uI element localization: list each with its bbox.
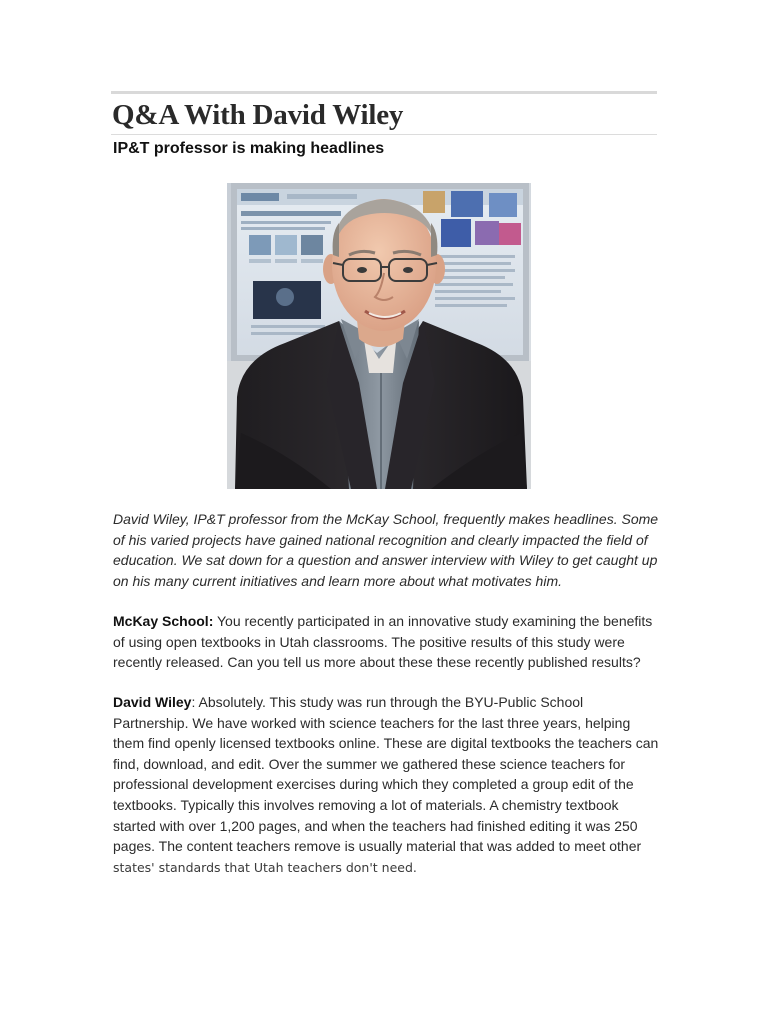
question-paragraph xyxy=(113,611,661,673)
title-divider xyxy=(111,134,657,135)
question-text: You recently participated in an innovative study examining the benefits of using open textbooks in Utah classrooms. The positive results of this study were recently released. Can you tell us more about these these recently published results? xyxy=(113,613,653,671)
article-title: Q&A With David Wiley xyxy=(112,99,404,131)
portrait-photo xyxy=(227,183,531,489)
article-subtitle: IP&T professor is making headlines xyxy=(113,140,385,157)
answer-text: : Absolutely. This study was run through the BYU-Public School Partnership. We have worked with science teachers for the last three years, helping them find openly licensed textbooks online. These are digital textbooks the teachers can find, download, and edit. Over the summer we gathered these science teachers for professional development exercises during which they completed a group edit of the textbooks. Typically this involves removing a lot of materials. A chemistry textbook started with over 1,200 pages, and when the teachers had finished editing it was 250 pages. The content teachers remove is usually material that was added to meet other xyxy=(113,694,659,855)
top-divider xyxy=(111,91,657,94)
answer-paragraph xyxy=(113,692,661,878)
speaker-label: McKay School: xyxy=(113,613,214,629)
speaker-label: David Wiley xyxy=(113,694,192,710)
intro-paragraph: David Wiley, IP&T professor from the McKay School, frequently makes headlines. Some of his varied projects have gained national recognition and clearly impacted the field of education. We sat down for a question and answer interview with Wiley to get caught up on his many current initiatives and learn more about what motivates him. xyxy=(113,511,659,589)
answer-text-tail: states' standards that Utah teachers don't need. xyxy=(113,859,417,875)
